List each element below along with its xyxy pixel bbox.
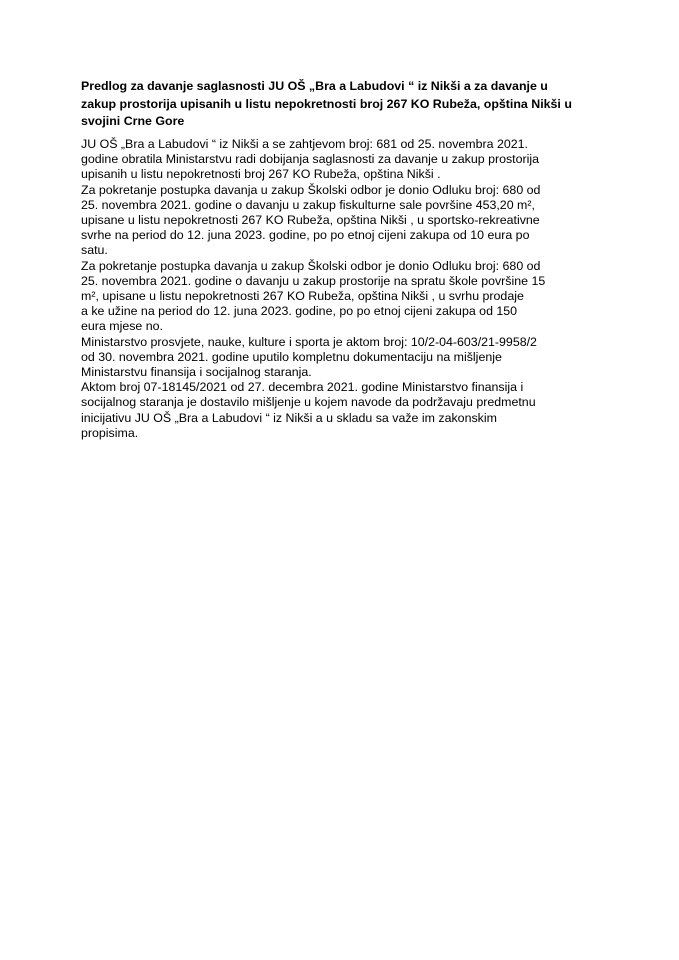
document-title: Predlog za davanje saglasnosti JU OŠ „Bra a Labudovi “ iz Nikši a za davanje u zakup prostorija upisanih u listu nepokretnosti broj 267 KO Rubeža, opština Nikši u svojini Crne Gore [81, 79, 572, 129]
document-body [81, 137, 621, 441]
paragraph-finance-opinion: Aktom broj 07-18145/2021 od 27. decembra 2021. godine Ministarstvo finansija i socijalnog staranja je dostavilo mišljenje u kojem navode da podržavaju predmetnu inicijativu JU OŠ „Bra a Labudovi “ iz Nikši a u skladu sa važe im zakonskim propisima. [81, 380, 536, 440]
paragraph-ministry-referral: Ministarstvo prosvjete, nauke, kulture i sporta je aktom broj: 10/2-04-603/21-9958/2 od 30. novembra 2021. godine uputilo kompletnu dokumentaciju na mišljenje Ministarstvu finansija i socijalnog staranja. [81, 334, 537, 380]
paragraph-request: JU OŠ „Bra a Labudovi “ iz Nikši a se zahtjevom broj: 681 od 25. novembra 2021. godine obratila Ministarstvu radi dobijanja saglasnosti za davanje u zakup prostorija upisanih u listu nepokretnosti broj 267 KO Rubeža, opština Nikši . [81, 137, 540, 182]
paragraph-room-decision: Za pokretanje postupka davanja u zakup Školski odbor je donio Odluku broj: 680 od 25. novembra 2021. godine o davanju u zakup prostorije na spratu škole površine 15 m², upisane u listu nepokretnosti 267 KO Rubeža, opština Nikši , u svrhu prodaje a ke užine na period do 12. juna 2023. godine, po po etnoj cijeni zakupa od 150 eura mjese no. [81, 258, 546, 334]
paragraph-sports-hall-decision: Za pokretanje postupka davanja u zakup Školski odbor je donio Odluku broj: 680 od 25. novembra 2021. godine o davanju u zakup fiskulturne sale površine 453,20 m², upisane u listu nepokretnosti 267 KO Rubeža, opština Nikši , u sportsko-rekreativne svrhe na period do 12. juna 2023. godine, po po etnoj cijeni zakupa od 10 eura po satu. [81, 182, 541, 258]
